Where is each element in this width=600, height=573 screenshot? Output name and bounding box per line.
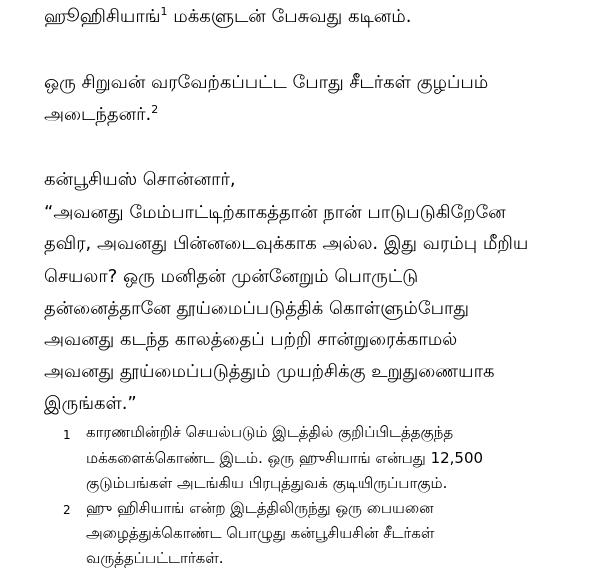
footnote-1-line: குடும்பங்கள் அடங்கிய பிரபுத்துவக் குடியிருப்பாகும். [86,474,448,492]
paragraph-1-text: ஹூஹிசியாங் [44,6,161,27]
footnote-1-number: 1 [63,428,71,442]
footnote-ref-1: 1 [160,5,168,18]
quote-line: தவிர, அவனது பின்னடைவுக்காக அல்ல. இது வரம்பு மீறிய [44,233,529,254]
footnote-2-number: 2 [63,503,71,517]
footnote-2-line: ஹு ஹிசியாங் என்ற இடத்திலிருந்து ஒரு பையனை [86,499,434,517]
paragraph-1-rest: மக்களுடன் பேசுவது கடினம். [167,6,412,27]
footnote-1-line: மக்களைக்கொண்ட இடம். ஒரு ஹுசியாங் என்பது 12,500 [86,449,484,467]
quote-line: அவனது தூய்மைப்படுத்தும் முயற்சிக்கு உறுதுணையாக [44,361,495,382]
paragraph-2-line-1: ஒரு சிறுவன் வரவேற்கப்பட்ட போது சீடர்கள் குழப்பம் [44,72,489,93]
quote-intro: கன்பூசியஸ் சொன்னார், [44,169,236,190]
quote-line: செயலா? ஒரு மனிதன் முன்னேறும் பொருட்டு [44,266,419,287]
paragraph-2-line-2-text: அடைந்தனர். [44,104,152,125]
paragraph-1 [44,6,411,28]
footnote-ref-2: 2 [151,103,159,116]
quote-line: இருங்கள்.” [44,393,137,414]
quote-line: தன்னைத்தானே தூய்மைப்படுத்திக் கொள்ளும்போது [44,298,470,319]
footnote-1-line: காரணமின்றிச் செயல்படும் இடத்தில் குறிப்பிடத்தகுந்த [86,423,454,441]
quote-line: “அவனது மேம்பாட்டிற்காகத்தான் நான் பாடுபடுகிறேனே [44,202,506,223]
quote-line: அவனது கடந்த காலத்தைப் பற்றி சான்றுரைக்காமல் [44,329,458,350]
footnote-2-line: வருத்தப்பட்டார்கள். [86,549,224,567]
footnote-2-line: அழைத்துக்கொண்ட பொழுது கன்பூசியசின் சீடர்கள் [86,524,435,542]
paragraph-2-line-2 [44,104,158,126]
